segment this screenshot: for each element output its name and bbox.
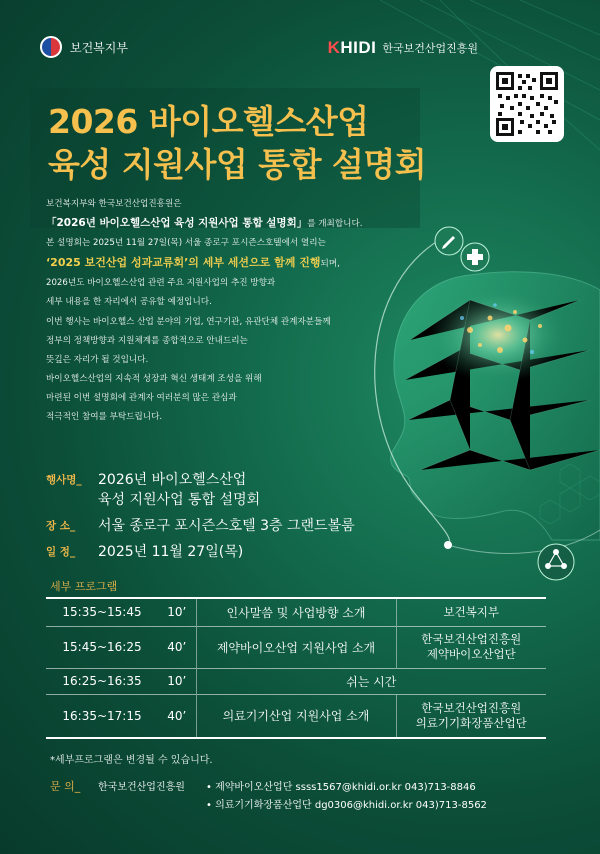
session-duration: 40’	[158, 626, 196, 668]
intro-line: 세부 내용을 한 자리에서 공유할 예정입니다.	[46, 297, 212, 308]
intro-text: 되며,	[320, 259, 340, 270]
session-duration: 10’	[158, 598, 196, 626]
event-place: 서울 종로구 포시즌스호텔 3층 그랜드볼룸	[98, 518, 355, 534]
session-title: 제약바이오산업 지원사업 소개	[196, 626, 396, 668]
medical-cross-icon	[460, 242, 490, 272]
intro-line	[46, 253, 446, 274]
poster-title: 2026 바이오헬스산업 육성 지원사업 통합 설명회	[48, 102, 427, 184]
table-row	[46, 626, 546, 668]
intro-paragraph	[46, 195, 446, 427]
session-org: 보건복지부	[396, 598, 546, 626]
session-time: 16:35~17:15	[46, 694, 158, 738]
agency-logo-text: KHIDI	[327, 38, 377, 57]
session-time: 15:35~15:45	[46, 598, 158, 626]
session-org-line: 제약바이오산업단	[426, 647, 516, 661]
session-time: 15:45~16:25	[46, 626, 158, 668]
intro-highlight: ‘2025 보건산업 성과교류회’의 세부 세션으로 함께 진행	[46, 256, 321, 270]
session-title: 쉬는 시간	[196, 668, 546, 694]
session-time: 16:25~16:35	[46, 668, 158, 694]
session-title: 의료기기산업 지원사업 소개	[196, 694, 396, 738]
program-table	[46, 597, 546, 739]
session-org-line: 한국보건산업진흥원	[421, 632, 522, 646]
intro-text: 를 개최합니다.	[307, 219, 363, 230]
contact-line[interactable]: • 의료기기화장품산업단 dg0306@khidi.or.kr 043)713-8562	[206, 800, 487, 811]
intro-line: 본 설명회는 2025년 11월 27일(목) 서울 종로구 포시즌스호텔에서 열리는	[46, 238, 326, 249]
agency-logo	[328, 38, 478, 58]
agency-name: 한국보건산업진흥원	[382, 43, 478, 55]
session-org-line: 의료기기화장품산업단	[415, 715, 527, 730]
event-date-label: 일 정_	[46, 546, 76, 558]
intro-line: 2026년도 바이오헬스산업 관련 주요 지원사업의 추진 방향과	[46, 278, 276, 289]
event-name-line: 2026년 바이오헬스산업	[98, 472, 247, 488]
ministry-name: 보건복지부	[70, 40, 128, 55]
contact-org: 한국보건산업진흥원	[98, 782, 185, 793]
intro-line: 적극적인 참여를 부탁드립니다.	[46, 412, 163, 423]
event-name	[98, 470, 260, 510]
contact-line[interactable]: • 제약바이오산업단 ssss1567@khidi.or.kr 043)713-8846	[206, 782, 476, 793]
program-note: *세부프로그램은 변경될 수 있습니다.	[50, 755, 213, 766]
event-name-line: 육성 지원사업 통합 설명회	[98, 492, 261, 508]
molecule-icon	[536, 542, 576, 582]
qr-code-icon[interactable]	[490, 66, 564, 142]
event-place-label: 장 소_	[46, 520, 76, 532]
intro-line: 마련된 이번 설명회에 관계자 여러분의 많은 관심과	[46, 392, 237, 403]
event-name-label: 행사명_	[46, 474, 82, 486]
session-duration: 40’	[158, 694, 196, 738]
intro-line	[46, 214, 446, 234]
program-title: 세부 프로그램	[50, 580, 118, 593]
event-date: 2025년 11월 27일(목)	[98, 544, 244, 560]
intro-line: 정부의 정책방향과 지원체계를 종합적으로 안내드리는	[46, 335, 248, 346]
intro-line: 이번 행사는 바이오헬스 산업 분야의 기업, 연구기관, 유관단체 관계자분들께	[46, 316, 331, 327]
session-org-line: 한국보건산업진흥원	[421, 700, 522, 715]
ministry-logo	[40, 36, 128, 58]
event-name-row	[46, 470, 355, 510]
intro-line: 뜻깊은 자리가 될 것입니다.	[46, 354, 149, 365]
ministry-emblem-icon	[40, 36, 62, 58]
event-place-row	[46, 516, 355, 536]
intro-highlight: 「2026년 바이오헬스산업 육성 지원사업 통합 설명회」	[46, 217, 308, 230]
table-row	[46, 598, 546, 626]
table-row	[46, 668, 546, 694]
table-row	[46, 694, 546, 738]
intro-line: 보건복지부와 한국보건산업진흥원은	[46, 199, 182, 209]
session-org	[396, 694, 546, 738]
session-duration: 10’	[158, 668, 196, 694]
event-date-row	[46, 542, 355, 562]
event-info	[46, 470, 355, 562]
contact-label: 문 의_	[50, 780, 81, 793]
session-org	[396, 626, 546, 668]
intro-line: 바이오헬스산업의 지속적 성장과 혁신 생태계 조성을 위해	[46, 373, 262, 384]
session-title: 인사말씀 및 사업방향 소개	[196, 598, 396, 626]
qr-code-graphic	[496, 72, 558, 136]
